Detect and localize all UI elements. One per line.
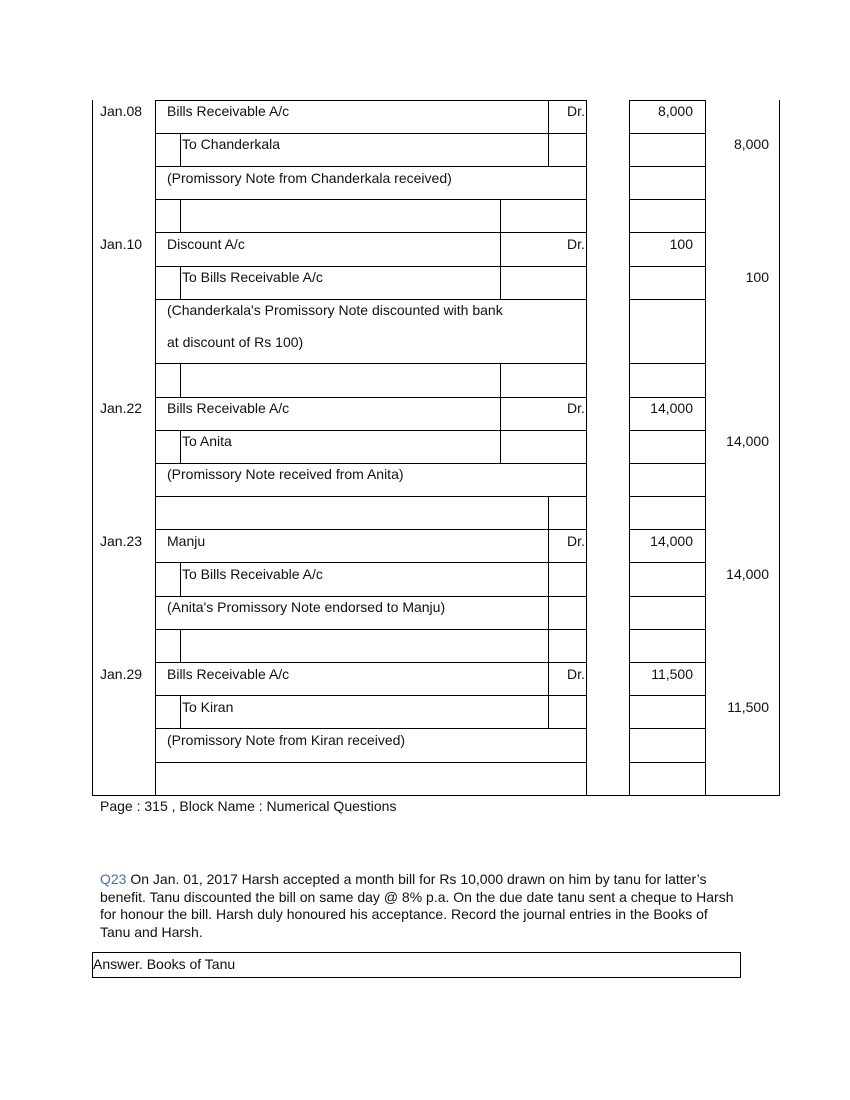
credit-account: To Kiran [182, 699, 234, 715]
row-line [155, 762, 586, 763]
debit-cell-line [629, 762, 705, 763]
debit-cell-line [629, 596, 705, 597]
question-text [100, 871, 740, 941]
row-line [155, 728, 586, 729]
dr-divider [500, 363, 501, 463]
row-line [155, 299, 586, 300]
debit-cell-line [629, 199, 705, 200]
entry-date: Jan.22 [100, 400, 143, 416]
narration: (Chanderkala's Promissory Note discounted with bank [167, 302, 503, 318]
indent-line [180, 629, 181, 662]
debit-cell-line [629, 299, 705, 300]
debit-cell-line [629, 496, 705, 497]
debit-cell-line [629, 463, 705, 464]
row-line [155, 397, 586, 398]
narration: at discount of Rs 100) [167, 334, 304, 350]
debit-cell-line [629, 728, 705, 729]
debit-cell-line [629, 629, 705, 630]
row-line [155, 166, 586, 167]
narration: (Anita's Promissory Note endorsed to Manju) [167, 599, 446, 615]
entry-date: Jan.23 [100, 533, 143, 549]
row-line [155, 363, 586, 364]
row-line [155, 562, 586, 563]
entry-date: Jan.08 [100, 103, 143, 119]
row-line [155, 463, 586, 464]
credit-amount: 11,500 [727, 699, 769, 715]
dr-label: Dr. [567, 103, 585, 119]
dr-label: Dr. [567, 666, 585, 682]
table-border-particulars [586, 100, 587, 796]
table-border-right [779, 100, 780, 796]
debit-cell-line [629, 232, 705, 233]
table-border-bottom [92, 795, 780, 796]
row-line [155, 496, 586, 497]
row-line [155, 695, 586, 696]
debit-cell-line [629, 100, 705, 101]
question-body: On Jan. 01, 2017 Harsh accepted a month bill for Rs 10,000 drawn on him by tanu for latter’s benefit. Tanu discounted the bill on same day @ 8% p.a. On the due date tanu sent a cheque to Harsh for honour the bill. Harsh duly honoured his acceptance. Record the journal entries in the Books of Tanu and Harsh. [100, 871, 734, 940]
debit-amount: 14,000 [650, 400, 693, 416]
debit-account: Bills Receivable A/c [167, 103, 290, 119]
row-line [155, 232, 586, 233]
credit-account: To Chanderkala [182, 136, 281, 152]
page-footer: Page : 315 , Block Name : Numerical Questions [100, 798, 397, 814]
dr-divider [500, 199, 501, 299]
dr-label: Dr. [567, 400, 585, 416]
credit-account: To Bills Receivable A/c [182, 269, 323, 285]
dr-divider [548, 496, 549, 728]
row-line [155, 430, 586, 431]
credit-account: To Anita [182, 433, 232, 449]
credit-amount: 14,000 [726, 566, 769, 582]
debit-account: Bills Receivable A/c [167, 400, 290, 416]
row-line [155, 629, 586, 630]
narration: (Promissory Note from Chanderkala received) [167, 170, 452, 186]
table-border-date [155, 100, 156, 796]
row-line [155, 199, 586, 200]
indent-line [180, 695, 181, 728]
debit-account: Manju [167, 533, 206, 549]
indent-line [180, 363, 181, 397]
row-line [155, 266, 586, 267]
indent-line [180, 199, 181, 232]
debit-account: Bills Receivable A/c [167, 666, 290, 682]
indent-line [180, 266, 181, 299]
answer-box [92, 952, 741, 978]
narration: (Promissory Note received from Anita) [167, 466, 404, 482]
debit-amount: 8,000 [657, 103, 693, 119]
row-line [155, 662, 586, 663]
row-line [155, 133, 586, 134]
credit-amount: 8,000 [733, 136, 769, 152]
table-border-lf [629, 100, 630, 796]
debit-cell-line [629, 430, 705, 431]
entry-date: Jan.29 [100, 666, 143, 682]
dr-divider [548, 100, 549, 166]
indent-line [180, 562, 181, 596]
indent-line [180, 133, 181, 166]
credit-amount: 14,000 [726, 433, 769, 449]
question-number: Q23 [100, 871, 127, 887]
credit-account: To Bills Receivable A/c [182, 566, 323, 582]
row-line [155, 100, 586, 101]
debit-cell-line [629, 529, 705, 530]
debit-amount: 11,500 [651, 666, 693, 682]
debit-amount: 100 [669, 236, 693, 252]
debit-amount: 14,000 [650, 533, 693, 549]
debit-cell-line [629, 266, 705, 267]
answer-label: Answer. Books of Tanu [93, 956, 236, 972]
debit-account: Discount A/c [167, 236, 245, 252]
debit-cell-line [629, 397, 705, 398]
debit-cell-line [629, 133, 705, 134]
debit-cell-line [629, 363, 705, 364]
debit-cell-line [629, 166, 705, 167]
table-border-left [92, 100, 93, 796]
credit-amount: 100 [745, 269, 769, 285]
indent-line [180, 430, 181, 463]
entry-date: Jan.10 [100, 236, 143, 252]
dr-label: Dr. [567, 236, 585, 252]
debit-cell-line [629, 562, 705, 563]
row-line [155, 596, 586, 597]
row-line [155, 529, 586, 530]
narration: (Promissory Note from Kiran received) [167, 732, 406, 748]
debit-cell-line [629, 695, 705, 696]
debit-cell-line [629, 662, 705, 663]
dr-label: Dr. [567, 533, 585, 549]
